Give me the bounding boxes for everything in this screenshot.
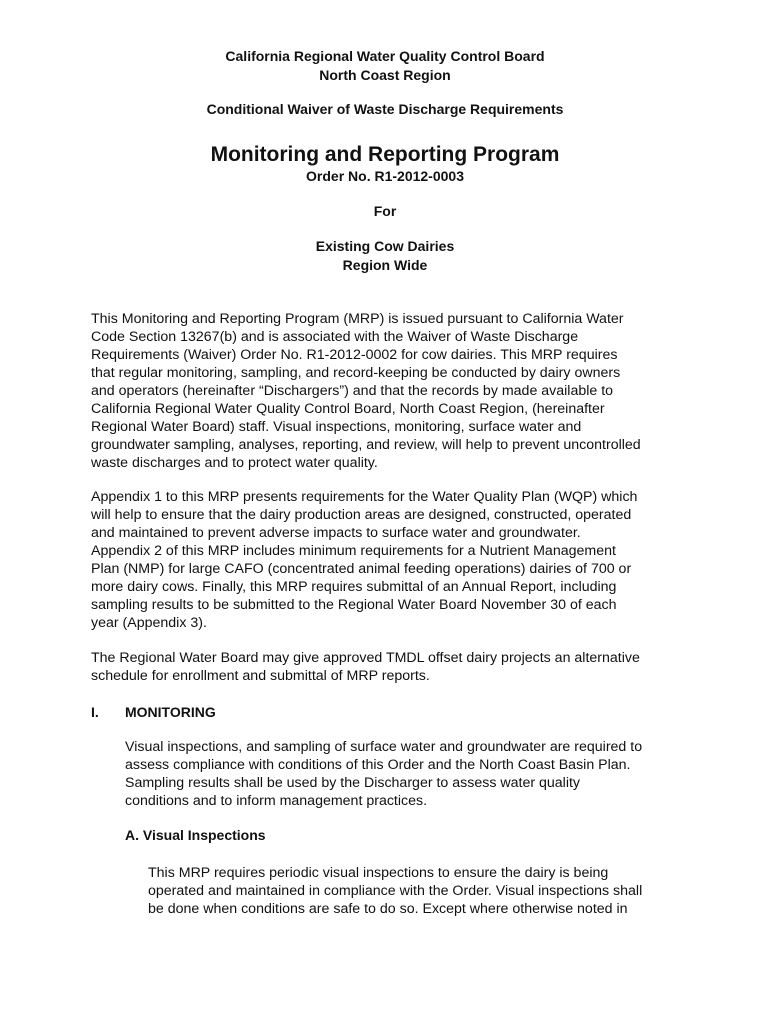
text-line: Plan (NMP) for large CAFO (concentrated animal feeding operations) dairies of 700 or (91, 561, 632, 577)
text-line: and operators (hereinafter “Dischargers”) and that the records by made available to (91, 383, 614, 399)
scope-line-1: Existing Cow Dairies (315, 238, 455, 254)
scope-line-2: Region Wide (342, 257, 428, 273)
text-line: The Regional Water Board may give approved TMDL offset dairy projects an alternative (91, 650, 640, 666)
text-line: Regional Water Board) staff. Visual inspections, monitoring, surface water and (91, 419, 582, 435)
board-name: California Regional Water Quality Control Board (225, 48, 545, 64)
text-line: groundwater sampling, analyses, reporting, and review, will help to prevent uncontrolled (91, 437, 641, 453)
document-title: Monitoring and Reporting Program (210, 143, 560, 166)
text-line: Sampling results shall be used by the Discharger to assess water quality (125, 775, 581, 791)
region-name: North Coast Region (319, 67, 451, 83)
text-line: will help to ensure that the dairy production areas are designed, constructed, operated (91, 507, 632, 523)
order-number: Order No. R1-2012-0003 (306, 168, 464, 184)
text-line: that regular monitoring, sampling, and record-keeping be conducted by dairy owners (91, 365, 621, 381)
scope-heading (0, 237, 770, 275)
text-line: California Regional Water Quality Control Board, North Coast Region, (hereinafter (91, 401, 605, 417)
intro-paragraph (91, 310, 691, 472)
text-line: sampling results to be submitted to the Regional Water Board November 30 of each (91, 597, 617, 613)
text-line: This Monitoring and Reporting Program (MRP) is issued pursuant to California Water (91, 311, 624, 327)
text-line: waste discharges and to protect water quality. (91, 455, 378, 471)
text-line: Requirements (Waiver) Order No. R1-2012-0002 for cow dairies. This MRP requires (91, 347, 618, 363)
for-label: For (373, 203, 397, 219)
text-line: Appendix 1 to this MRP presents requirements for the Water Quality Plan (WQP) which (91, 489, 638, 505)
waiver-heading: Conditional Waiver of Waste Discharge Requirements (206, 101, 564, 117)
text-line: and maintained to prevent adverse impacts to surface water and groundwater. (91, 525, 581, 541)
document-header (0, 47, 770, 85)
text-line: conditions and to inform management practices. (125, 793, 428, 809)
text-line: be done when conditions are safe to do so. Except where otherwise noted in (148, 901, 628, 917)
tmdl-paragraph (91, 649, 691, 685)
text-line: assess compliance with conditions of this Order and the North Coast Basin Plan. (125, 757, 631, 773)
text-line: schedule for enrollment and submittal of MRP reports. (91, 668, 430, 684)
text-line: This MRP requires periodic visual inspections to ensure the dairy is being (148, 865, 609, 881)
text-line: Code Section 13267(b) and is associated with the Waiver of Waste Discharge (91, 329, 579, 345)
text-line: year (Appendix 3). (91, 615, 207, 631)
visual-inspections-paragraph (148, 864, 693, 918)
appendix-paragraph (91, 488, 691, 632)
section-title: MONITORING (125, 704, 216, 720)
text-line: Appendix 2 of this MRP includes minimum requirements for a Nutrient Management (91, 543, 616, 559)
section-number: I. (91, 704, 99, 720)
monitoring-paragraph (125, 738, 695, 810)
text-line: more dairy cows. Finally, this MRP requires submittal of an Annual Report, including (91, 579, 617, 595)
text-line: operated and maintained in compliance with the Order. Visual inspections shall (148, 883, 643, 899)
text-line: Visual inspections, and sampling of surface water and groundwater are required to (125, 739, 643, 755)
subsection-title: A. Visual Inspections (125, 827, 266, 843)
